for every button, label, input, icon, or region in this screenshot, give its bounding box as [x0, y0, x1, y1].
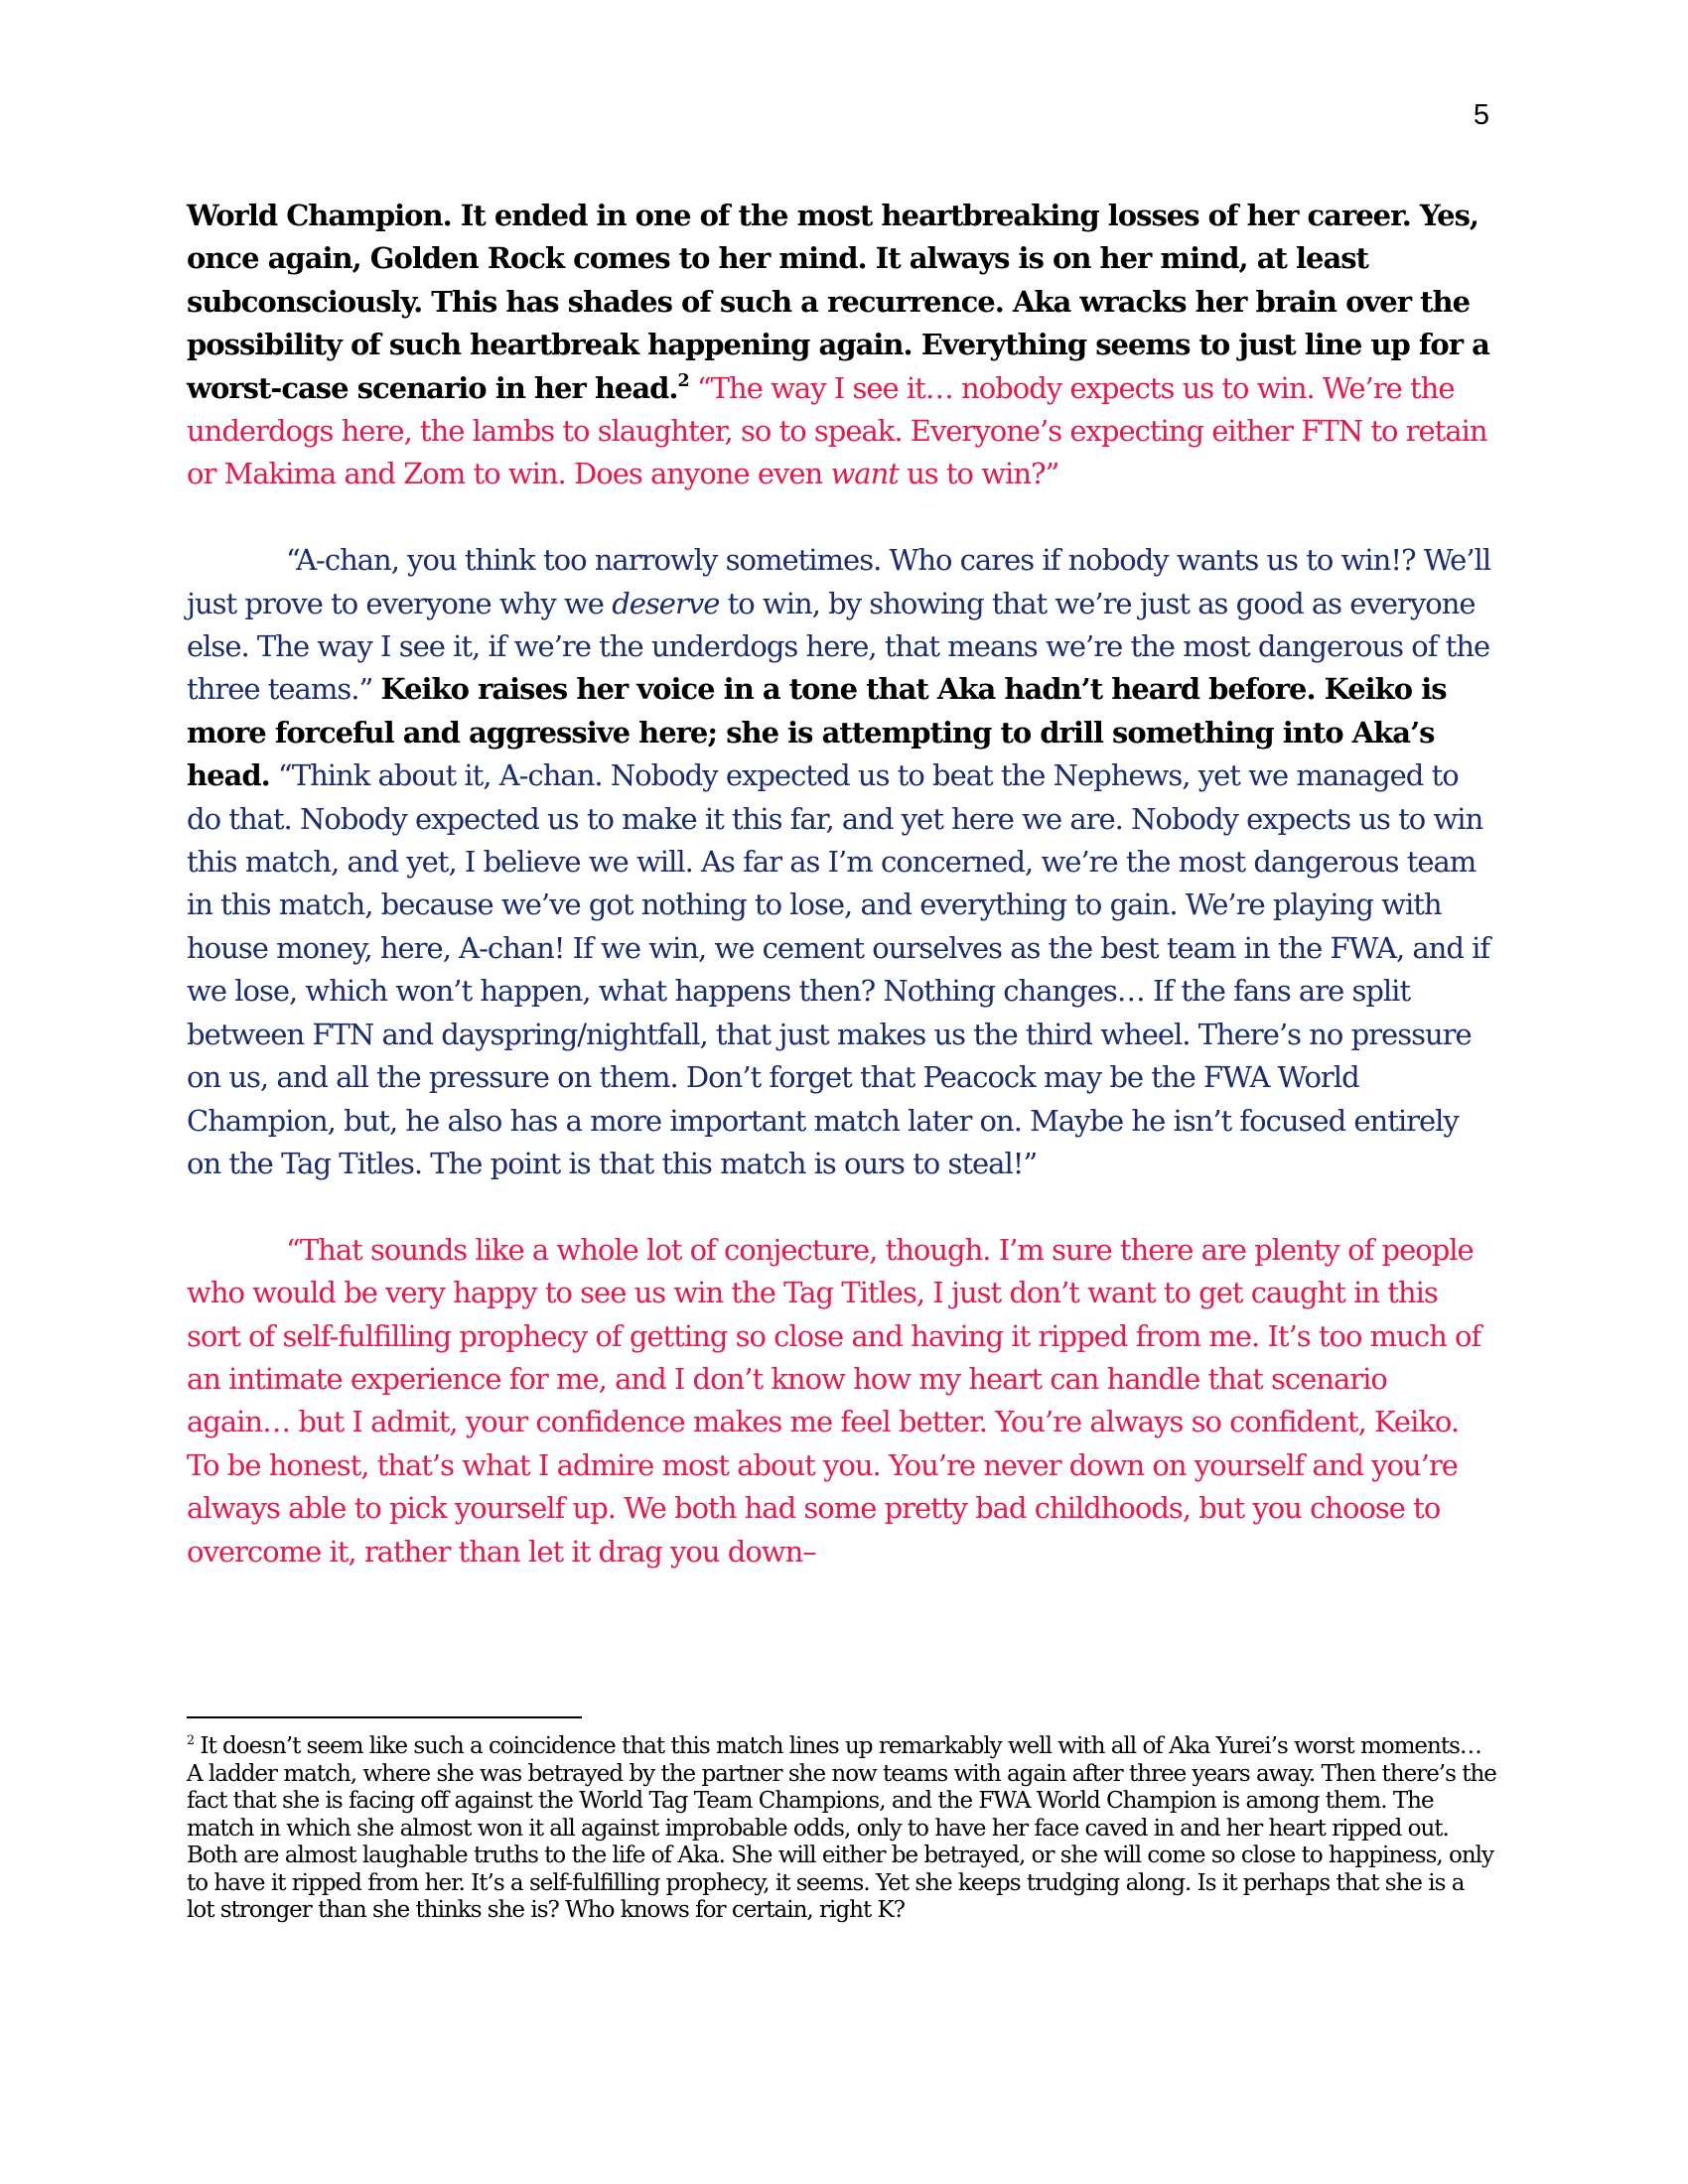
paragraph-2	[187, 539, 1497, 1185]
page-number: 5	[1473, 99, 1489, 131]
footnote	[187, 1733, 1497, 1925]
narration-text: Keiko raises her voice in a tone that Aka hadn’t heard before. Keiko is more forceful and aggressive here; she is attempting to drill something into Aka’s head.	[187, 672, 1447, 793]
paragraph-1	[187, 195, 1497, 496]
narration-text: World Champion. It ended in one of the most heartbreaking losses of her career. Yes, once again, Golden Rock comes to her mind. It always is on her mind, at least subconsciously. This has shades of such a recurrence. Aka wracks her brain over the possibility of such heartbreak happening again. Everything seems to just line up for a worst-case scenario in her head.	[187, 199, 1489, 405]
emphasis-text: want	[830, 457, 899, 491]
footnote-ref[interactable]: 2	[677, 370, 689, 391]
aka-dialogue: “The way I see it… nobody expects us to win. We’re the underdogs here, the lambs to slaughter, so to speak. Everyone’s expecting either FTN to retain or Makima and Zom to win. Does anyone even want us to win?”	[187, 370, 1487, 491]
story-body	[187, 195, 1497, 1616]
paragraph-3	[187, 1229, 1497, 1573]
keiko-dialogue: “A-chan, you think too narrowly sometimes. Who cares if nobody wants us to win!? We’ll just prove to everyone why we deserve to win, by showing that we’re just as good as everyone else. The way I see it, if we’re the underdogs here, that means we’re the most dangerous of the three teams.”	[187, 543, 1491, 707]
footnote-text: It doesn’t seem like such a coincidence that this match lines up remarkably well with all of Aka Yurei’s worst moments… A ladder match, where she was betrayed by the partner she now teams with again after three years away. Then there’s the fact that she is facing off against the World Tag Team Champions, and the FWA World Champion is among them. The match in which she almost won it all against improbable odds, only to have her face caved in and her heart ripped out. Both are almost laughable truths to the life of Aka. She will either be betrayed, or she will come so close to happiness, only to have it ripped from her. It’s a self-fulfilling prophecy, it seems. Yet she keeps trudging along. Is it perhaps that she is a lot stronger than she thinks she is? Who knows for certain, right K?	[187, 1733, 1496, 1923]
footnote-divider	[187, 1716, 582, 1718]
keiko-dialogue: “Think about it, A-chan. Nobody expected us to beat the Nephews, yet we managed to do that. Nobody expected us to make it this far, and yet here we are. Nobody expects us to win this match, and yet, I believe we will. As far as I’m concerned, we’re the most dangerous team in this match, because we’ve got nothing to lose, and everything to gain. We’re playing with house money, here, A-chan! If we win, we cement ourselves as the best team in the FWA, and if we lose, which won’t happen, what happens then? Nothing changes… If the fans are split between FTN and dayspring/nightfall, that just makes us the third wheel. There’s no pressure on us, and all the pressure on them. Don’t forget that Peacock may be the FWA World Champion, but, he also has a more important match later on. Maybe he isn’t focused entirely on the Tag Titles. The point is that this match is ours to steal!”	[187, 758, 1490, 1180]
footnote-marker: 2	[187, 1732, 195, 1748]
aka-dialogue: “That sounds like a whole lot of conjecture, though. I’m sure there are plenty of people who would be very happy to see us win the Tag Titles, I just don’t want to get caught in this sort of self-fulfilling prophecy of getting so close and having it ripped from me. It’s too much of an intimate experience for me, and I don’t know how my heart can handle that scenario again… but I admit, your confidence makes me feel better. You’re always so confident, Keiko. To be honest, that’s what I admire most about you. You’re never down on yourself and you’re always able to pick yourself up. We both had some pretty bad childhoods, but you choose to overcome it, rather than let it drag you down–	[187, 1232, 1481, 1569]
emphasis-text: deserve	[612, 586, 720, 620]
